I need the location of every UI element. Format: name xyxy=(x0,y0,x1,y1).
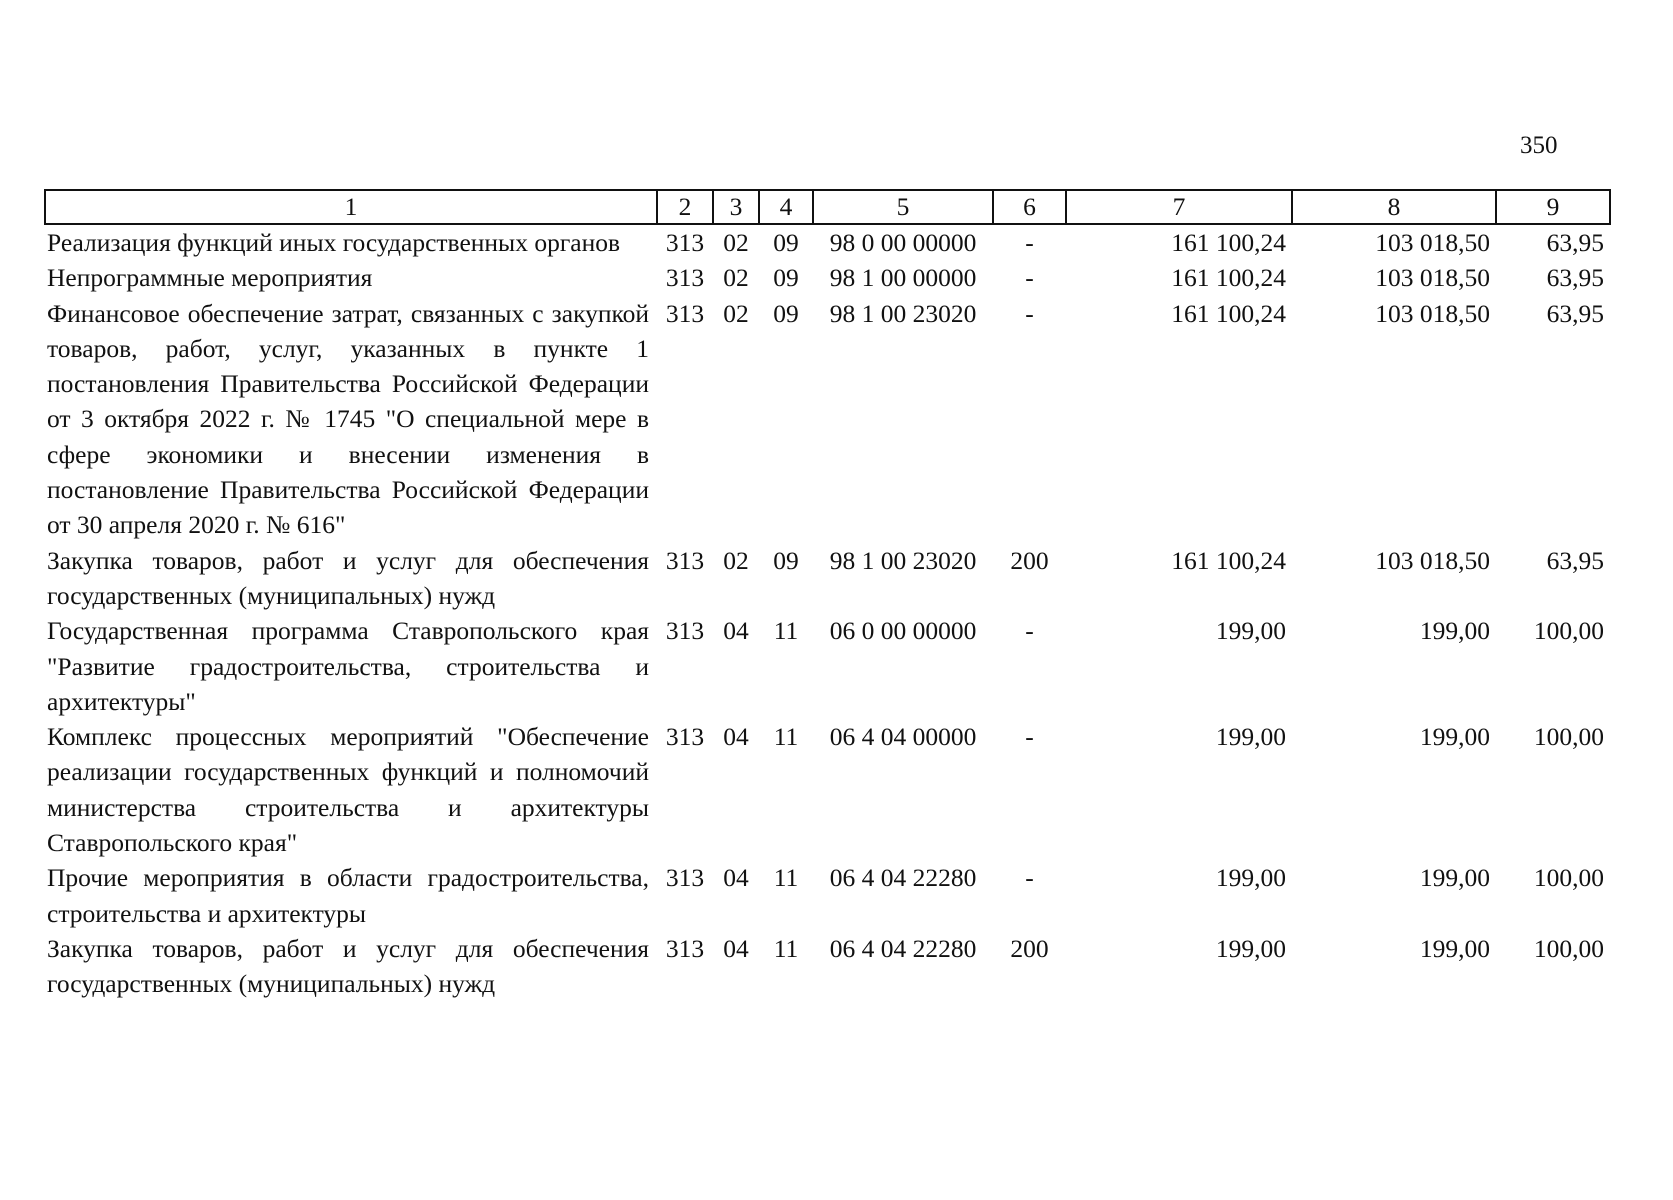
row-pct: 63,95 xyxy=(1546,298,1604,328)
row-name: Финансовое обеспечение затрат, связанных с закупкой товаров, работ, услуг, указанных в пункте 1 постановления Правительства Российской Федерации от 3 октября 2022 г. № 1745 "О специальной мере в сфере экономики и внесении изменения в постановление Правительства Российской Федерации от 30 апреля 2020 г. № 616" xyxy=(47,298,649,540)
row-rz: 04 xyxy=(723,616,749,646)
row-csr: 98 1 00 00000 xyxy=(829,263,977,293)
row-vr: - xyxy=(1025,228,1034,257)
row-ved: 313 xyxy=(665,545,705,575)
row-vr: - xyxy=(1025,616,1034,646)
table-header xyxy=(45,190,1610,224)
row-csr: 06 4 04 22280 xyxy=(829,933,977,963)
row-pr: 11 xyxy=(773,863,799,893)
row-ved: 313 xyxy=(665,863,705,893)
header-col-6: 6 xyxy=(993,190,1066,224)
row-vr: - xyxy=(1025,863,1034,893)
row-name: Комплекс процессных мероприятий "Обеспечение реализации государственных функций и полномочий министерства строительства и архитектуры Ставропольского края" xyxy=(47,722,649,858)
table-body xyxy=(45,224,1610,1002)
row-rz: 04 xyxy=(723,722,749,752)
row-pct: 100,00 xyxy=(1533,933,1604,963)
header-col-3: 3 xyxy=(713,190,759,224)
row-rz: 02 xyxy=(723,228,749,257)
header-col-2: 2 xyxy=(657,190,713,224)
row-pr: 11 xyxy=(773,722,799,752)
row-pct: 100,00 xyxy=(1533,863,1604,893)
row-fact: 199,00 xyxy=(1419,722,1490,752)
row-ved: 313 xyxy=(665,263,705,293)
row-csr: 98 1 00 23020 xyxy=(829,545,977,575)
row-fact: 103 018,50 xyxy=(1375,545,1490,575)
row-rz: 04 xyxy=(723,933,749,963)
row-ved: 313 xyxy=(665,933,705,963)
row-pr: 11 xyxy=(773,616,799,646)
row-pr: 09 xyxy=(773,545,799,575)
row-plan: 161 100,24 xyxy=(1171,263,1286,293)
row-name: Реализация функций иных государственных органов xyxy=(47,228,621,257)
page-number: 350 xyxy=(1520,132,1558,159)
row-vr: 200 xyxy=(1010,933,1049,963)
header-col-5: 5 xyxy=(813,190,993,224)
header-col-1: 1 xyxy=(45,190,657,224)
header-row xyxy=(45,190,1610,224)
row-vr: - xyxy=(1025,263,1034,293)
row-plan: 161 100,24 xyxy=(1171,228,1286,257)
row-fact: 103 018,50 xyxy=(1375,263,1490,293)
row-name: Закупка товаров, работ и услуг для обеспечения государственных (муниципальных) нужд xyxy=(47,545,649,610)
row-rz: 02 xyxy=(723,263,749,293)
table-row xyxy=(45,224,1610,260)
table-row xyxy=(45,613,1610,719)
row-csr: 06 0 00 00000 xyxy=(829,616,977,646)
row-pr: 09 xyxy=(773,298,799,328)
row-pr: 09 xyxy=(773,228,799,257)
row-name: Государственная программа Ставропольского края "Развитие градостроительства, строительства и архитектуры" xyxy=(47,616,649,716)
row-ved: 313 xyxy=(665,722,705,752)
row-ved: 313 xyxy=(665,228,705,257)
table-row xyxy=(45,860,1610,931)
row-pct: 63,95 xyxy=(1546,545,1604,575)
row-rz: 02 xyxy=(723,298,749,328)
row-pr: 11 xyxy=(773,933,799,963)
budget-table xyxy=(44,189,1611,1002)
row-vr: - xyxy=(1025,722,1034,752)
table-row xyxy=(45,719,1610,860)
row-csr: 06 4 04 22280 xyxy=(829,863,977,893)
row-vr: - xyxy=(1025,298,1034,328)
header-col-9: 9 xyxy=(1496,190,1610,224)
row-pct: 100,00 xyxy=(1533,722,1604,752)
row-rz: 02 xyxy=(723,545,749,575)
row-name: Прочие мероприятия в области градостроительства, строительства и архитектуры xyxy=(47,863,649,928)
row-fact: 103 018,50 xyxy=(1375,298,1490,328)
row-name: Непрограммные мероприятия xyxy=(47,263,373,293)
header-col-7: 7 xyxy=(1066,190,1292,224)
row-fact: 199,00 xyxy=(1419,933,1490,963)
row-rz: 04 xyxy=(723,863,749,893)
row-pct: 100,00 xyxy=(1533,616,1604,646)
row-fact: 199,00 xyxy=(1419,863,1490,893)
row-name: Закупка товаров, работ и услуг для обеспечения государственных (муниципальных) нужд xyxy=(47,933,649,999)
table-row xyxy=(45,543,1610,614)
row-plan: 199,00 xyxy=(1215,616,1286,646)
table-row xyxy=(45,260,1610,295)
row-fact: 103 018,50 xyxy=(1375,228,1490,257)
row-plan: 199,00 xyxy=(1215,933,1286,963)
row-pr: 09 xyxy=(773,263,799,293)
row-plan: 161 100,24 xyxy=(1171,545,1286,575)
table-row xyxy=(45,931,1610,1002)
row-pct: 63,95 xyxy=(1546,228,1604,257)
row-csr: 98 1 00 23020 xyxy=(829,298,977,328)
row-plan: 199,00 xyxy=(1215,863,1286,893)
header-col-4: 4 xyxy=(759,190,813,224)
row-csr: 06 4 04 00000 xyxy=(829,722,977,752)
row-fact: 199,00 xyxy=(1419,616,1490,646)
row-ved: 313 xyxy=(665,616,705,646)
row-vr: 200 xyxy=(1010,545,1049,575)
row-ved: 313 xyxy=(665,298,705,328)
header-col-8: 8 xyxy=(1292,190,1496,224)
table-row xyxy=(45,296,1610,543)
row-plan: 161 100,24 xyxy=(1171,298,1286,328)
row-csr: 98 0 00 00000 xyxy=(829,228,977,257)
row-pct: 63,95 xyxy=(1546,263,1604,293)
row-plan: 199,00 xyxy=(1215,722,1286,752)
